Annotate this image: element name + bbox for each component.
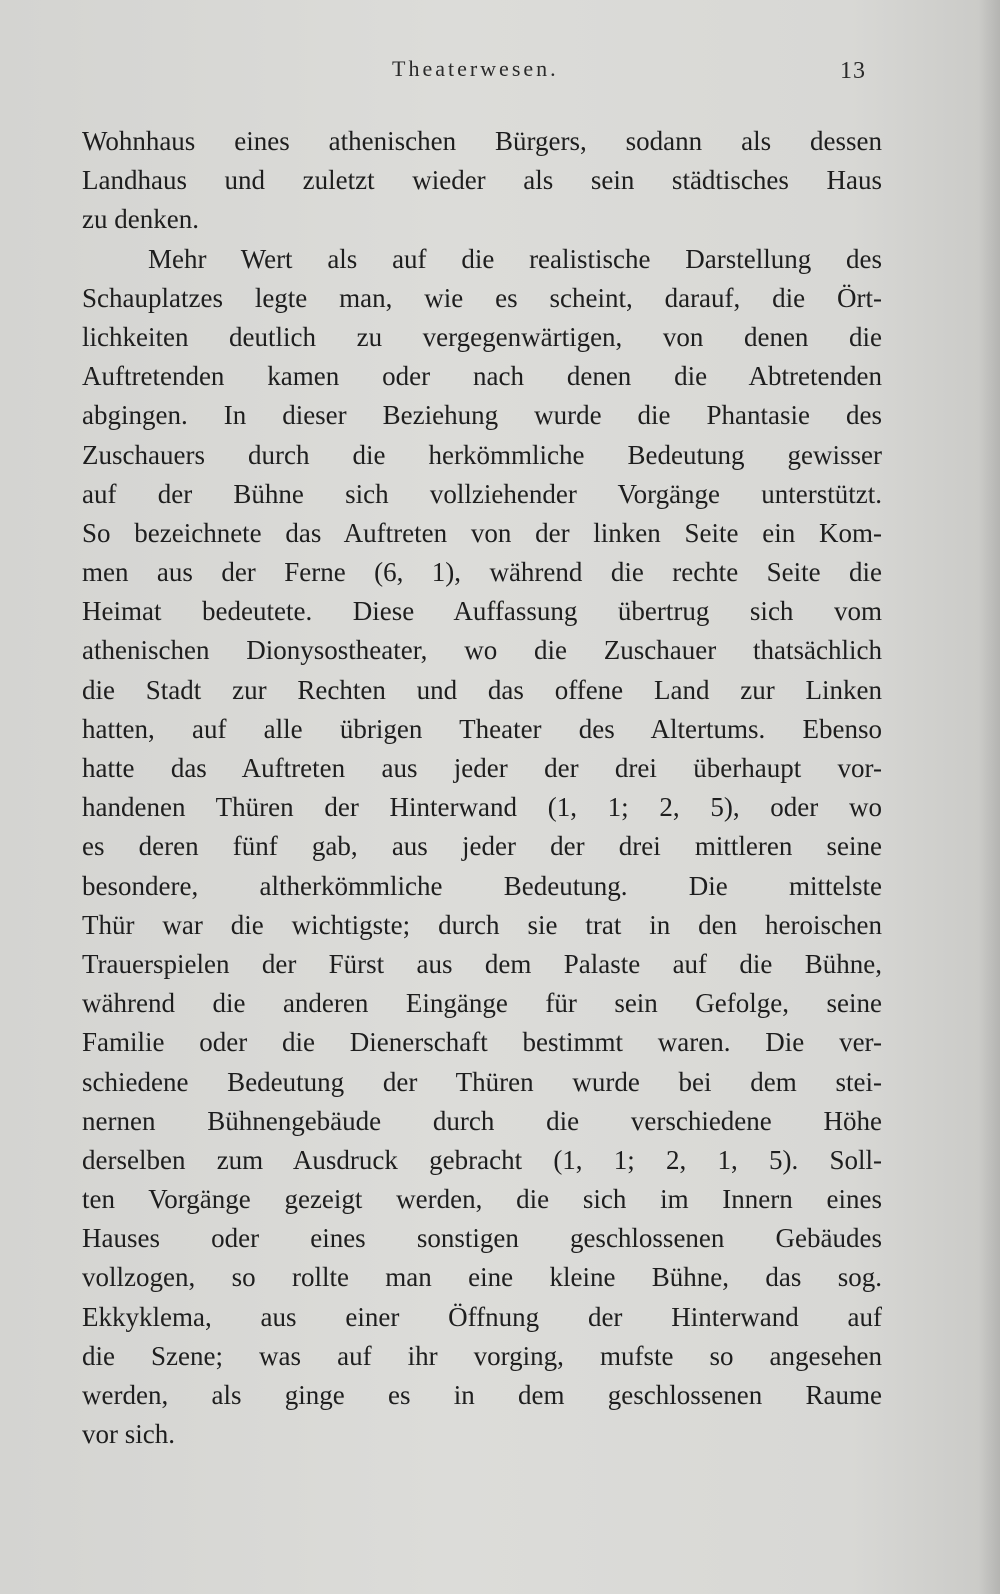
text-line: men aus der Ferne (6, 1), während die rechte Seite die: [82, 557, 882, 588]
text-line: lichkeiten deutlich zu vergegenwärtigen, von denen die: [82, 321, 882, 352]
text-line: Heimat bedeutete. Diese Auffassung übertrug sich vom: [82, 596, 882, 627]
text-line: werden, als ginge es in dem geschlossenen Raume: [82, 1380, 882, 1410]
text-line: So bezeichnete das Auftreten von der linken Seite ein Kom-: [82, 517, 882, 548]
text-line: Mehr Wert als auf die realistische Darstellung des: [148, 243, 882, 274]
text-line: ten Vorgänge gezeigt werden, die sich im Innern eines: [82, 1184, 882, 1215]
text-line: zu denken.: [82, 204, 199, 235]
page-number: 13: [840, 58, 866, 84]
text-line: vor sich.: [82, 1419, 175, 1450]
text-line: athenischen Dionysostheater, wo die Zuschauer thatsächlich: [82, 635, 882, 666]
text-line: Familie oder die Dienerschaft bestimmt waren. Die ver-: [82, 1027, 882, 1058]
body-text: [82, 122, 882, 1454]
text-line: Auftretenden kamen oder nach denen die Abtretenden: [82, 361, 882, 392]
text-line: Trauerspielen der Fürst aus dem Palaste auf die Bühne,: [82, 948, 882, 979]
text-line: hatten, auf alle übrigen Theater des Altertums. Ebenso: [82, 713, 882, 744]
text-line: Schauplatzes legte man, wie es scheint, darauf, die Ört-: [82, 282, 882, 313]
text-line: die Stadt zur Rechten und das offene Land zur Linken: [82, 674, 882, 705]
text-line: Hauses oder eines sonstigen geschlossenen Gebäudes: [82, 1223, 882, 1254]
text-line: auf der Bühne sich vollziehender Vorgänge unterstützt.: [82, 478, 882, 509]
text-line: Wohnhaus eines athenischen Bürgers, sodann als dessen: [82, 126, 882, 156]
text-line: abgingen. In dieser Beziehung wurde die Phantasie des: [82, 400, 882, 431]
text-line: Ekkyklema, aus einer Öffnung der Hinterwand auf: [82, 1301, 882, 1332]
text-line: besondere, altherkömmliche Bedeutung. Die mittelste: [82, 870, 882, 901]
text-line: handenen Thüren der Hinterwand (1, 1; 2, 5), oder wo: [82, 792, 882, 823]
running-head: Theaterwesen.: [392, 56, 559, 81]
text-line: vollzogen, so rollte man eine kleine Bühne, das sog.: [82, 1262, 882, 1293]
text-line: schiedene Bedeutung der Thüren wurde bei dem stei-: [82, 1066, 882, 1097]
text-line: die Szene; was auf ihr vorging, mufste so angesehen: [82, 1340, 882, 1371]
text-line: nernen Bühnengebäude durch die verschiedene Höhe: [82, 1105, 882, 1136]
text-line: hatte das Auftreten aus jeder der drei überhaupt vor-: [82, 753, 882, 783]
page-edge-shadow: [978, 0, 1000, 1594]
text-line: Zuschauers durch die herkömmliche Bedeutung gewisser: [82, 439, 882, 470]
text-line: derselben zum Ausdruck gebracht (1, 1; 2, 1, 5). Soll-: [82, 1144, 882, 1175]
text-line: Thür war die wichtigste; durch sie trat in den heroischen: [82, 909, 882, 940]
text-line: Landhaus und zuletzt wieder als sein städtisches Haus: [82, 165, 882, 196]
text-line: während die anderen Eingänge für sein Gefolge, seine: [82, 988, 882, 1019]
text-line: es deren fünf gab, aus jeder der drei mittleren seine: [82, 831, 882, 862]
